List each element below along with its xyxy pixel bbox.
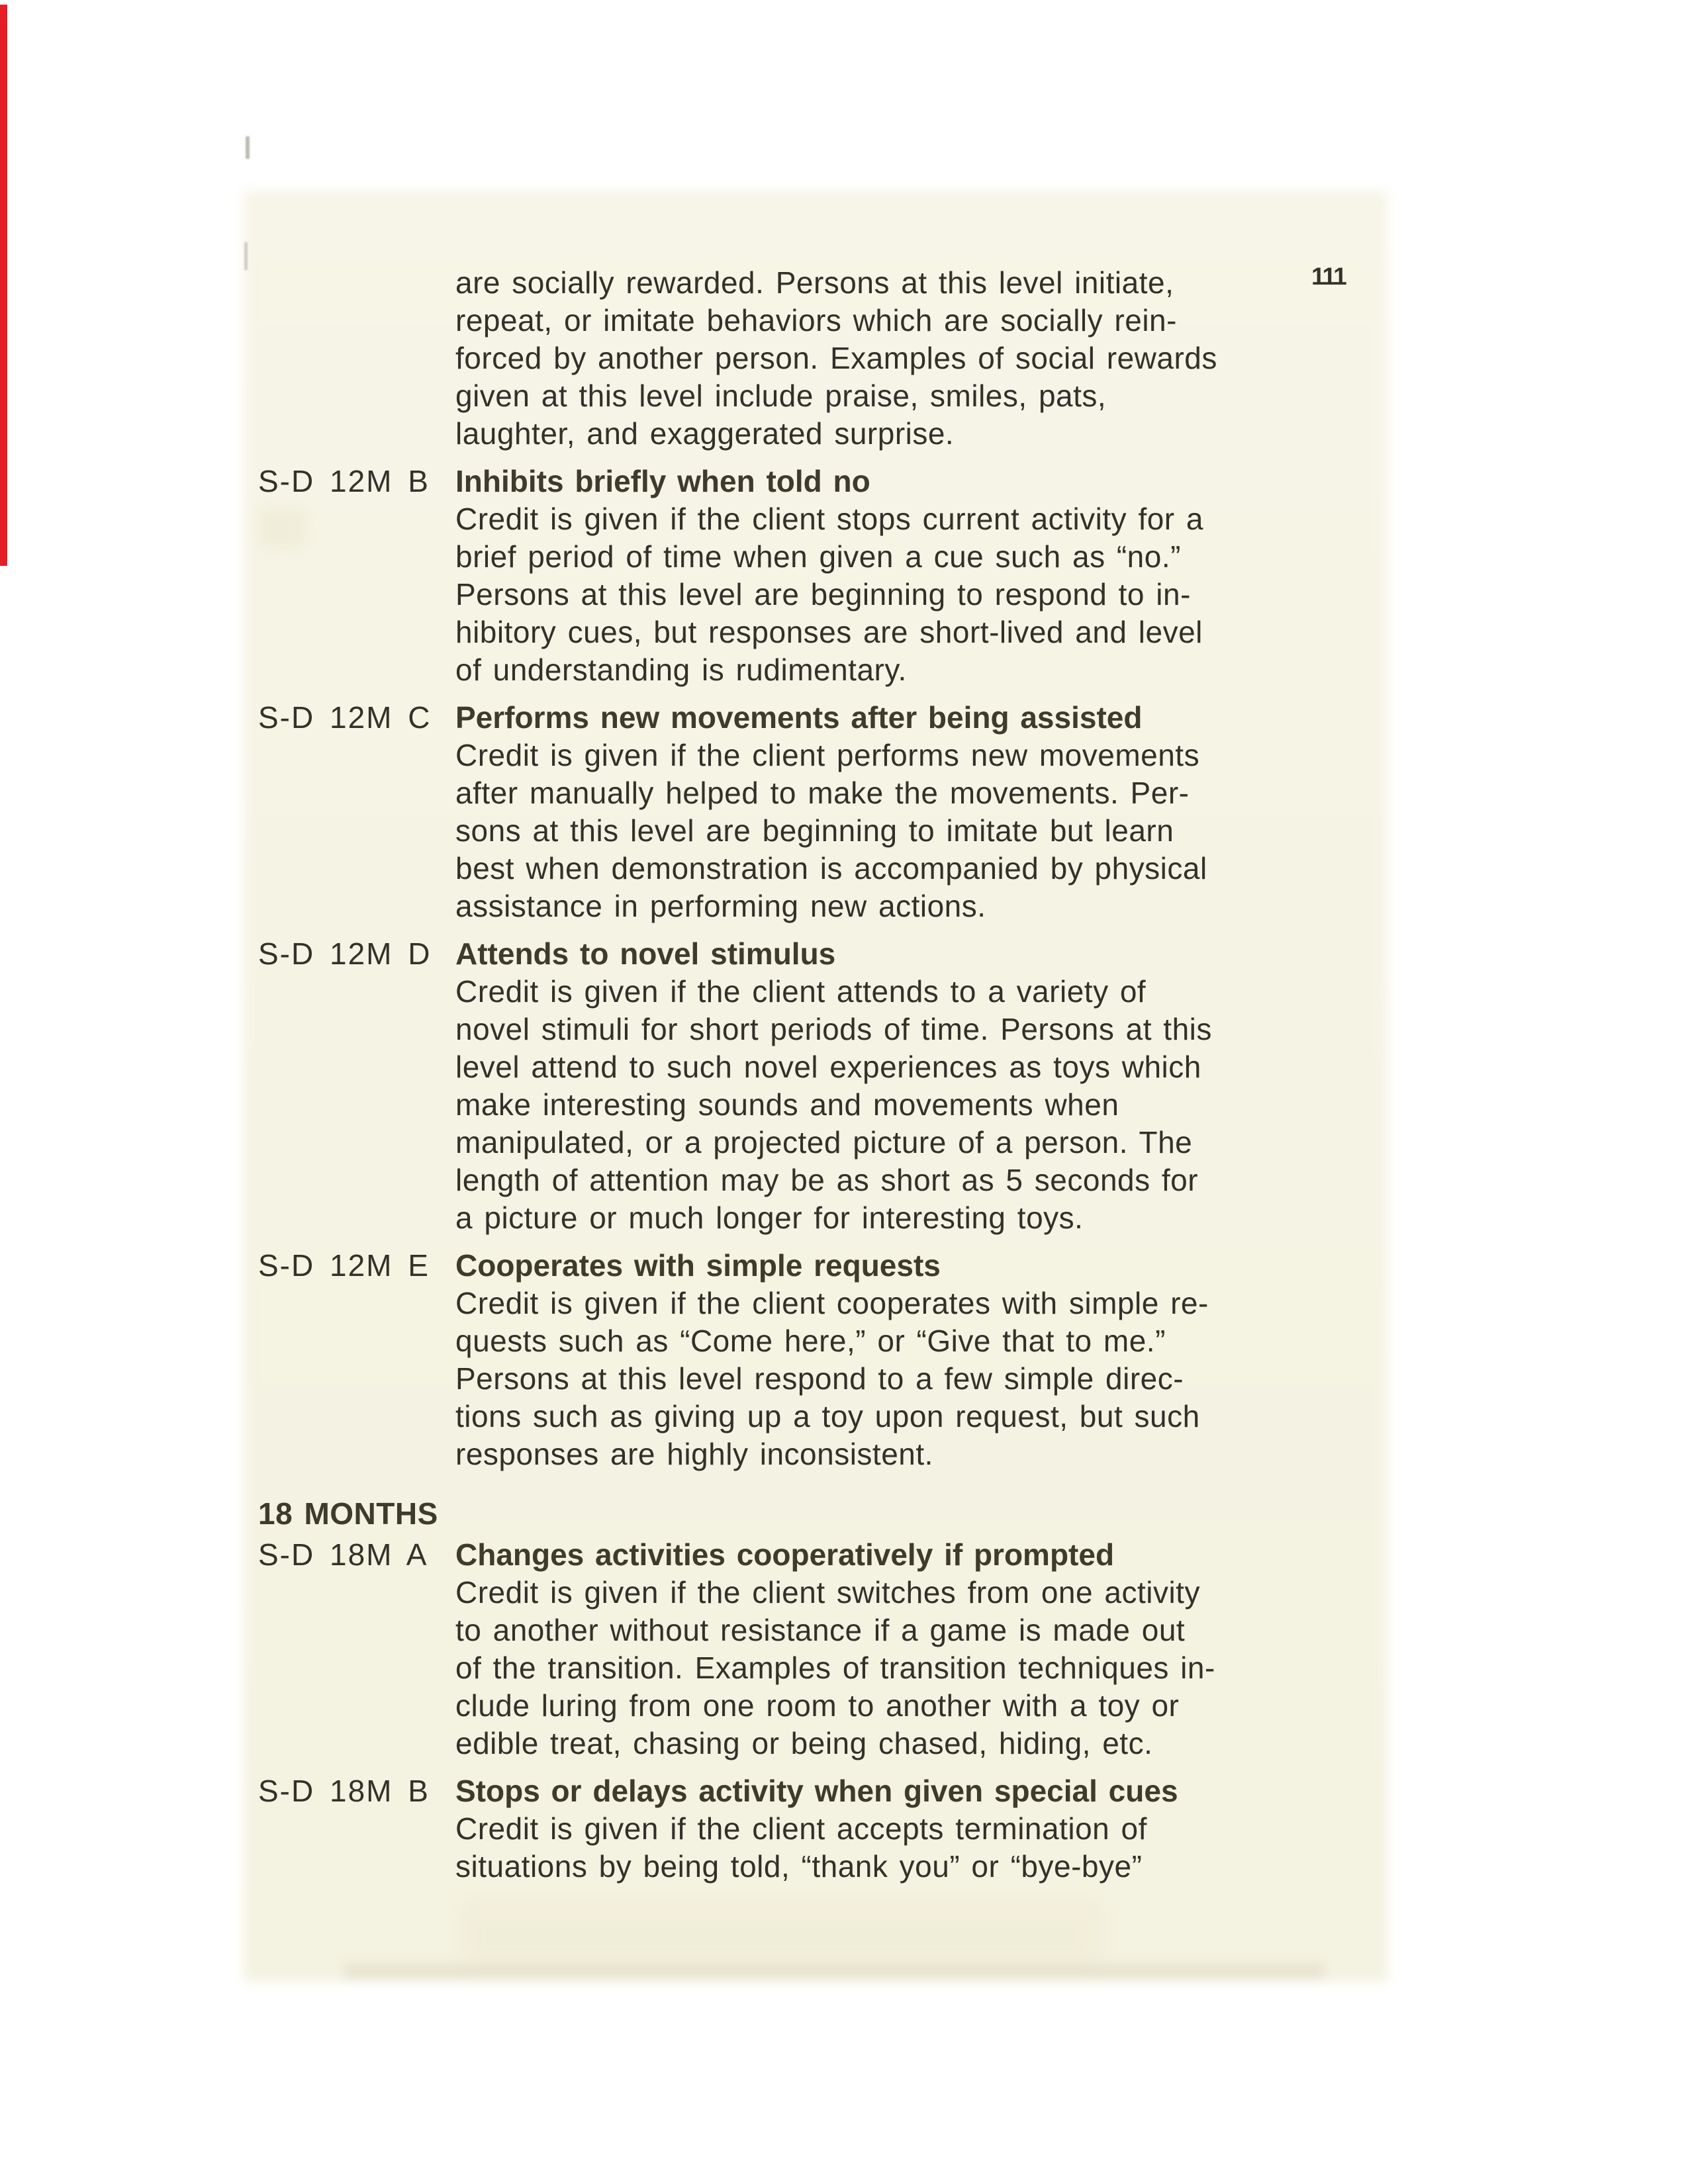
body-line: manipulated, or a projected picture of a person. The — [455, 1125, 1193, 1160]
body-line: sons at this level are beginning to imitate but learn — [455, 813, 1174, 848]
item-code: S-D 12M C — [258, 700, 432, 735]
page-edge-mark — [246, 136, 250, 159]
body-line: Credit is given if the client stops current activity for a — [455, 502, 1203, 536]
body-line: are socially rewarded. Persons at this level initiate, — [455, 265, 1174, 300]
body-line: tions such as giving up a toy upon request, but such — [455, 1399, 1200, 1433]
assessment-item — [258, 1536, 1331, 1762]
item-code: S-D 18M A — [258, 1537, 428, 1572]
item-body — [455, 699, 1331, 925]
page-bottom-edge-shadow — [344, 1964, 1324, 1978]
body-line: Credit is given if the client accepts termination of — [455, 1811, 1147, 1846]
body-line: quests such as “Come here,” or “Give that to me.” — [455, 1324, 1166, 1358]
assessment-item — [258, 1247, 1331, 1473]
body-line: responses are highly inconsistent. — [455, 1437, 933, 1471]
body-line: Credit is given if the client attends to a variety of — [455, 974, 1147, 1009]
body-line: assistance in performing new actions. — [455, 889, 986, 923]
assessment-item — [258, 1772, 1331, 1886]
assessment-item — [258, 699, 1331, 925]
intro-paragraph — [258, 264, 1331, 453]
body-line: Persons at this level respond to a few simple direc- — [455, 1361, 1184, 1396]
assessment-item — [258, 463, 1331, 689]
body-line: hibitory cues, but responses are short-lived and level — [455, 615, 1203, 649]
item-title: Attends to novel stimulus — [455, 936, 836, 971]
body-line: given at this level include praise, smiles, pats, — [455, 379, 1107, 413]
item-code: S-D 12M D — [258, 936, 432, 971]
item-title: Cooperates with simple requests — [455, 1248, 941, 1283]
item-body — [455, 935, 1331, 1237]
item-code: S-D 18M B — [258, 1774, 430, 1808]
page-number: 111 — [1311, 263, 1346, 290]
body-line: of understanding is rudimentary. — [455, 653, 907, 687]
body-line: novel stimuli for short periods of time. Persons at this — [455, 1012, 1212, 1046]
body-line: Persons at this level are beginning to respond to in- — [455, 577, 1191, 612]
item-code: S-D 12M B — [258, 464, 430, 498]
section-group-heading: 18 MONTHS — [258, 1496, 438, 1531]
body-line: clude luring from one room to another with a toy or — [455, 1688, 1180, 1723]
body-line: to another without resistance if a game is made out — [455, 1613, 1186, 1647]
item-body — [455, 463, 1331, 689]
item-body — [455, 1247, 1331, 1473]
red-scan-artifact-strip — [0, 5, 7, 566]
item-body — [455, 1536, 1331, 1762]
body-line: laughter, and exaggerated surprise. — [455, 416, 955, 451]
body-line: Credit is given if the client switches from one activity — [455, 1575, 1200, 1610]
body-line: a picture or much longer for interesting toys. — [455, 1201, 1084, 1235]
body-line: of the transition. Examples of transition techniques in- — [455, 1651, 1215, 1685]
item-code: S-D 12M E — [258, 1248, 430, 1283]
item-title: Changes activities cooperatively if prompted — [455, 1537, 1115, 1572]
body-line: make interesting sounds and movements when — [455, 1087, 1119, 1122]
body-line: situations by being told, “thank you” or “bye-bye” — [455, 1849, 1143, 1884]
item-body — [455, 264, 1331, 453]
body-line: after manually helped to make the movements. Per- — [455, 776, 1190, 810]
item-title: Inhibits briefly when told no — [455, 464, 870, 498]
page-text — [258, 264, 1331, 1886]
body-line: Credit is given if the client cooperates with simple re- — [455, 1286, 1209, 1320]
item-body — [455, 1772, 1331, 1886]
body-line: edible treat, chasing or being chased, hiding, etc. — [455, 1726, 1153, 1760]
page-edge-mark — [244, 242, 248, 270]
item-title: Performs new movements after being assisted — [455, 700, 1143, 735]
paper-smudge — [463, 1905, 1099, 1968]
body-line: repeat, or imitate behaviors which are socially rein- — [455, 303, 1177, 338]
body-line: length of attention may be as short as 5 seconds for — [455, 1163, 1199, 1197]
item-code — [258, 264, 455, 453]
body-line: best when demonstration is accompanied by physical — [455, 851, 1207, 886]
body-line: brief period of time when given a cue such as “no.” — [455, 539, 1181, 574]
item-title: Stops or delays activity when given special cues — [455, 1774, 1178, 1808]
body-line: Credit is given if the client performs new movements — [455, 738, 1200, 772]
body-line: level attend to such novel experiences as toys which — [455, 1050, 1201, 1084]
assessment-item — [258, 935, 1331, 1237]
body-line: forced by another person. Examples of social rewards — [455, 341, 1217, 375]
